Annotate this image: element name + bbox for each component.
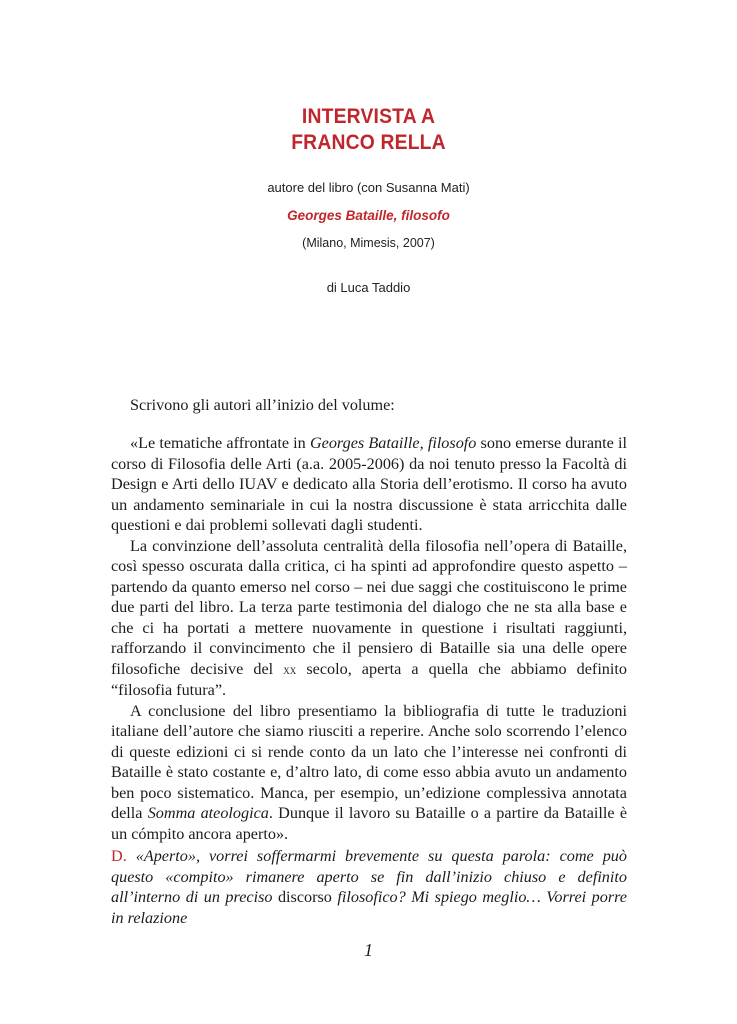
quote-p1-text-a: «Le tematiche affrontate in <box>130 434 310 452</box>
intro-paragraph: Scrivono gli autori all’inizio del volume: <box>130 396 395 414</box>
quote-work-title: Somma ateologica <box>147 804 269 822</box>
century-numeral: xx <box>283 661 297 677</box>
title-line-1: INTERVISTA A <box>301 105 436 128</box>
interview-question <box>111 846 627 928</box>
interviewer-byline: di Luca Taddio <box>326 280 411 295</box>
question-upright-word: discorso <box>277 888 332 906</box>
publication-info: (Milano, Mimesis, 2007) <box>302 236 435 250</box>
quote-book-title: Georges Bataille, filosofo <box>309 434 477 452</box>
quote-paragraph-1 <box>111 433 627 536</box>
quote-p2-text-b: secolo, aperta a quella che abbiamo definito “filosofia futura”. <box>111 659 627 699</box>
quote-p3-text-a: A conclusione del libro presentiamo la bibliografia di tutte le traduzioni italiane dell’autore che siamo riusciti a reperire. Anche solo scorrendo l’elenco di queste edizioni ci si rende conto da un lato che l’interesse nei confronti di Bataille è stato costante e, d’altro lato, di come esso abbia avuto un andamento ben poco sistematico. Manca, per esempio, un’edizione complessiva annotata della <box>111 701 627 822</box>
question-text-b: filosofico? Mi spiego meglio… Vorrei porre in relazione <box>111 888 627 927</box>
quote-p3-text-b: . Dunque il lavoro su Bataille o a partire da Bataille è un cómpito ancora aperto». <box>111 804 628 843</box>
title-line-2: FRANCO RELLA <box>291 131 446 154</box>
book-author-note: autore del libro (con Susanna Mati) <box>267 180 470 195</box>
book-quote <box>111 433 627 844</box>
quote-paragraph-2 <box>111 536 627 701</box>
question-text-a: «Aperto», vorrei soffermarmi brevemente su questa parola: come può questo «compito» rimanere aperto se fin dall’inizio chiuso e definito all’interno di un preciso <box>111 847 627 906</box>
quote-p1-text-b: sono emerse durante il corso di Filosofia delle Arti (a.a. 2005-2006) da noi tenuto presso la Facoltà di Design e Arti dello IUAV e dedicato alla Storia dell’erotismo. Il corso ha avuto un andamento seminariale in cui la nostra discussione è stata arricchita dalle questioni e dai problemi sollevati dagli studenti. <box>111 434 627 534</box>
quote-p2-text-a: La convinzione dell’assoluta centralità della filosofia nell’opera di Bataille, così spesso oscurata dalla critica, ci ha spinti ad approfondire questo aspetto – partendo da quanto emerso nel corso – nei due saggi che costituiscono le prime due parti del libro. La terza parte testimonia del dialogo che ne sta alla base e che ci ha portati a mettere nuovamente in questione i risultati raggiunti, rafforzando il convincimento che il pensiero di Bataille sia una delle opere filosofiche decisive del <box>111 536 627 678</box>
quote-paragraph-3 <box>111 701 627 845</box>
page-number: 1 <box>364 940 373 960</box>
question-marker: D. <box>111 847 127 865</box>
book-title: Georges Bataille, filosofo <box>287 208 450 223</box>
interview-title <box>29 104 707 156</box>
